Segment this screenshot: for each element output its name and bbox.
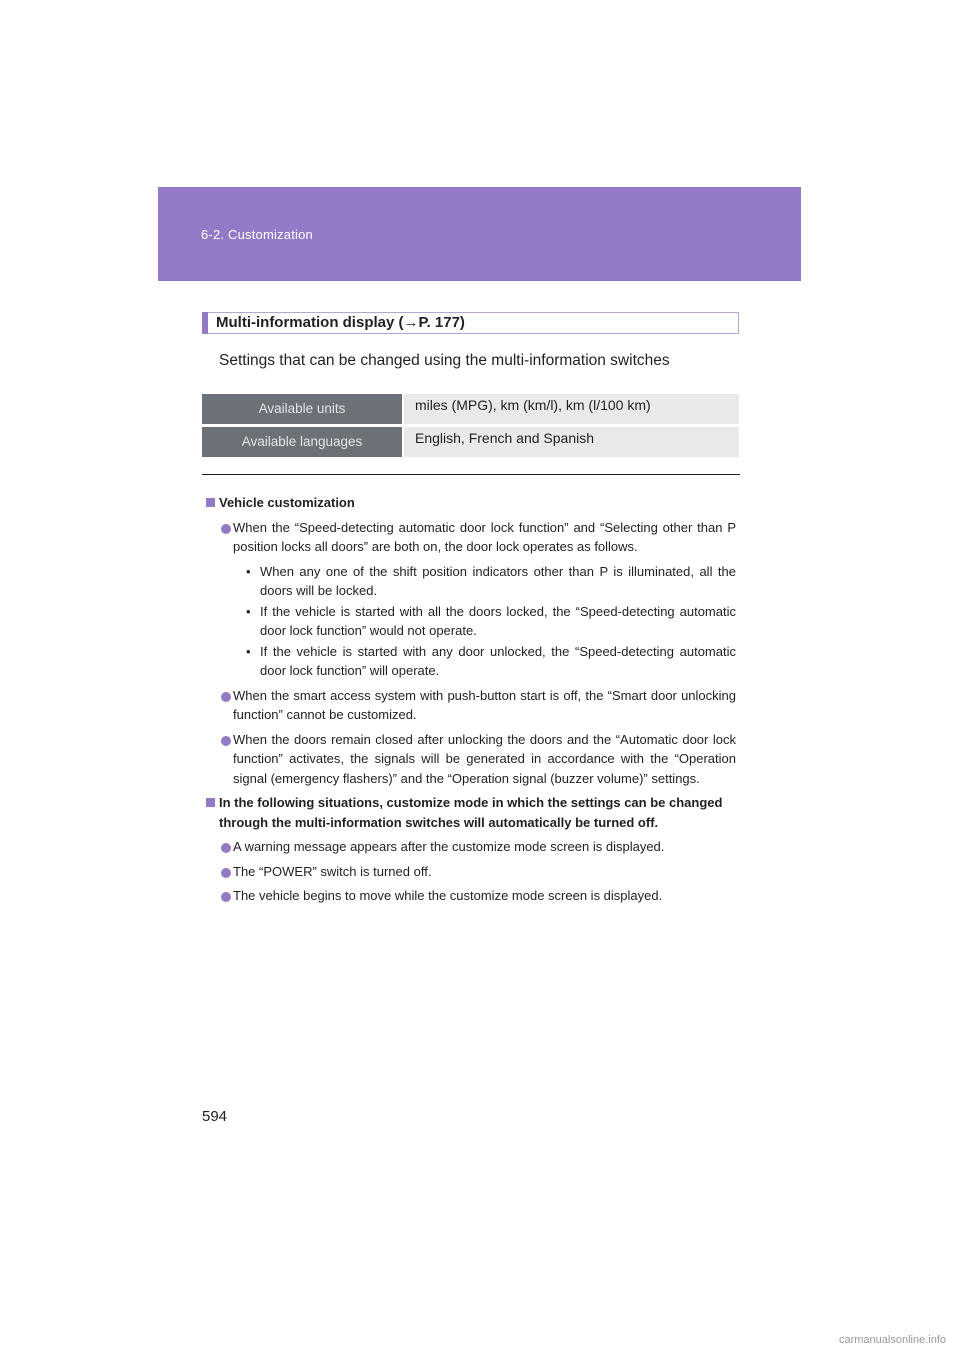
table-row: [202, 427, 739, 457]
bullet-item: [206, 837, 736, 857]
page-number: 594: [202, 1108, 228, 1125]
section-header-band: [158, 187, 801, 281]
divider: [202, 474, 740, 475]
circle-bullet-icon: [221, 736, 231, 746]
circle-bullet-icon: [221, 868, 231, 878]
sub-item: [206, 562, 736, 601]
table-row: [202, 394, 739, 424]
sub-item-text: When any one of the shift position indicators other than P is illuminated, all the doors will be locked.: [260, 563, 736, 598]
bullet-text: When the doors remain closed after unlocking the doors and the “Automatic door lock function” activates, the signals will be generated in accordance with the “Operation signal (emergency flashers)” and the “Operation signal (buzzer volume)” settings.: [233, 731, 736, 786]
intro-text: Settings that can be changed using the multi-information switches: [219, 352, 670, 369]
topic-title: Multi-information display (→P. 177): [216, 314, 465, 331]
sub-item: [206, 602, 736, 641]
bullet-item: [206, 518, 736, 557]
circle-bullet-icon: [221, 892, 231, 902]
notes-section: [206, 493, 736, 906]
note-heading-text: In the following situations, customize mode in which the settings can be changed through the multi-information switches will automatically be turned off.: [219, 795, 723, 830]
sub-item-text: If the vehicle is started with any door unlocked, the “Speed-detecting automatic door lock function” will operate.: [260, 643, 736, 678]
bullet-item: [206, 730, 736, 789]
title-accent-bar: [202, 312, 208, 334]
table-value: miles (MPG), km (km/l), km (l/100 km): [402, 394, 739, 424]
square-bullet-icon: [206, 798, 215, 807]
dot-marker-icon: •: [246, 603, 251, 619]
bullet-item: [206, 686, 736, 725]
sub-item-text: If the vehicle is started with all the doors locked, the “Speed-detecting automatic door lock function” would not operate.: [260, 603, 736, 638]
dot-marker-icon: •: [246, 563, 251, 579]
circle-bullet-icon: [221, 843, 231, 853]
table-label: Available units: [202, 394, 402, 424]
note-heading: [206, 793, 736, 832]
bullet-text: When the smart access system with push-button start is off, the “Smart door unlocking function” cannot be customized.: [233, 687, 736, 722]
bullet-text: When the “Speed-detecting automatic door lock function” and “Selecting other than P position locks all doors” are both on, the door lock operates as follows.: [233, 519, 736, 554]
bullet-item: [206, 886, 736, 906]
bullet-text: The “POWER” switch is turned off.: [233, 863, 432, 879]
table-label: Available languages: [202, 427, 402, 457]
note-heading: [206, 493, 736, 513]
circle-bullet-icon: [221, 692, 231, 702]
square-bullet-icon: [206, 498, 215, 507]
settings-table: [202, 391, 739, 460]
footer-watermark: carmanualsonline.info: [838, 1334, 946, 1346]
circle-bullet-icon: [221, 524, 231, 534]
bullet-text: A warning message appears after the customize mode screen is displayed.: [233, 839, 665, 854]
dot-marker-icon: •: [246, 643, 251, 659]
sub-item: [206, 642, 736, 681]
bullet-item: [206, 862, 736, 882]
table-value: English, French and Spanish: [402, 427, 739, 457]
topic-title-box: [202, 312, 739, 334]
section-title: 6-2. Customization: [201, 227, 313, 242]
bullet-text: The vehicle begins to move while the customize mode screen is displayed.: [233, 888, 663, 903]
note-heading-text: Vehicle customization: [219, 495, 355, 510]
